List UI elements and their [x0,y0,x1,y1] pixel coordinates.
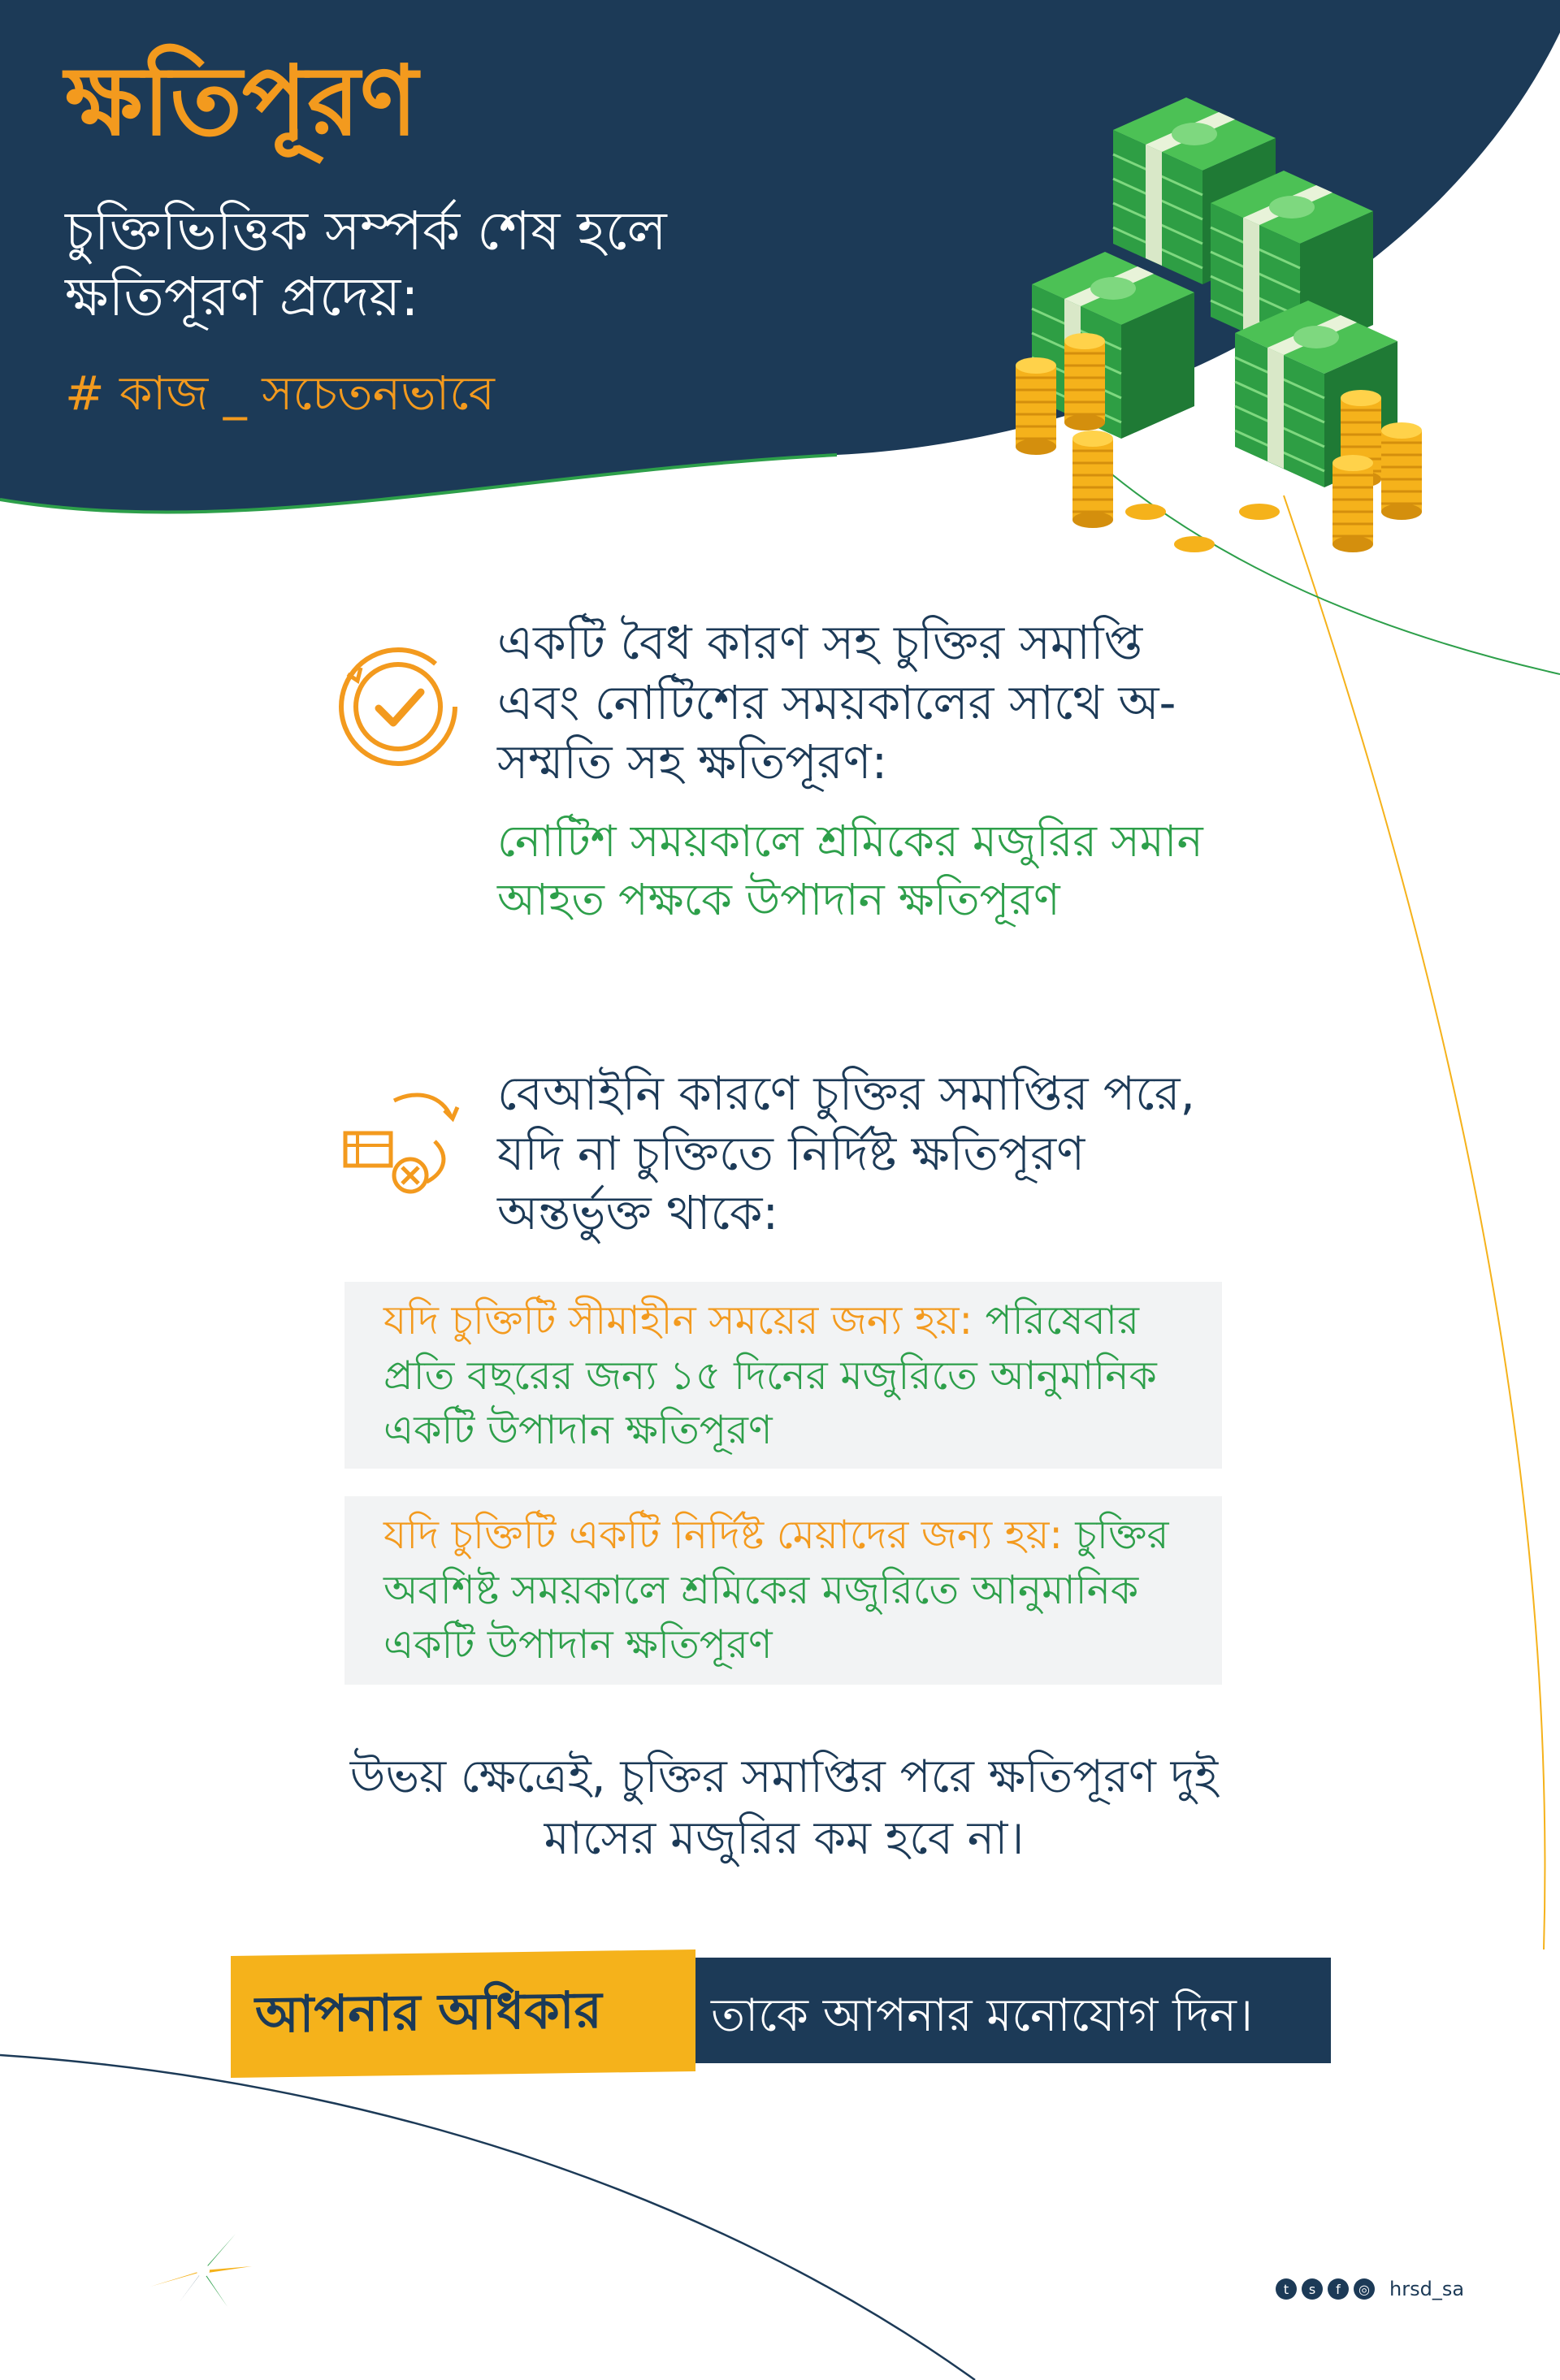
condition-box-unlimited [344,1282,1222,1469]
ministry-logo [146,2226,260,2315]
page-subtitle: চুক্তিভিত্তিক সম্পর্ক শেষ হলে ক্ষতিপূরণ প্রদেয়: [65,200,667,328]
box1-text [384,1293,1206,1458]
box2-lead: যদি চুক্তিটি একটি নির্দিষ্ট মেয়াদের জন্য হয়: [384,1512,1063,1558]
social-handle[interactable]: hrsd_sa [1389,2278,1465,2300]
condition-box-fixed-term [344,1496,1222,1685]
box1-lead: যদি চুক্তিটি সীমাহীন সময়ের জন্য হয়: [384,1297,973,1344]
money-stack-illustration [999,89,1471,577]
summary-text: উভয় ক্ষেত্রেই, চুক্তির সমাপ্তির পরে ক্ষতিপূরণ দুই মাসের মজুরির কম হবে না। [349,1750,1219,1865]
banner-text: তাকে আপনার মনোযোগ দিন। [711,1989,1253,2042]
section1-heading: একটি বৈধ কারণ সহ চুক্তির সমাপ্তি এবং নোটিশের সময়কালের সাথে অ-সম্মতি সহ ক্ষতিপূরণ: [497,615,1176,790]
clock-check-icon [333,642,463,772]
hashtag: # কাজ _ সচেতনভাবে [65,366,495,421]
twitter-icon[interactable]: t [1276,2278,1297,2300]
social-footer [1276,2273,1464,2305]
snapchat-icon[interactable]: s [1302,2278,1323,2300]
box1-body: পরিষেবার প্রতি বছরের জন্য ১৫ দিনের মজুরিতে আনুমানিক একটি উপাদান ক্ষতিপূরণ [384,1297,1157,1454]
facebook-icon[interactable]: f [1328,2278,1349,2300]
instagram-icon[interactable]: ◎ [1354,2278,1375,2300]
contract-cycle-icon [337,1084,467,1206]
section2-heading: বেআইনি কারণে চুক্তির সমাপ্তির পরে, যদি না চুক্তিতে নির্দিষ্ট ক্ষতিপূরণ অন্তর্ভুক্ত থাকে: [497,1066,1195,1241]
banner-label-box [231,1949,696,2078]
banner-label: আপনার অধিকার [255,1980,602,2045]
box2-text [384,1508,1206,1672]
section1-detail: নোটিশ সময়কালে শ্রমিকের মজুরির সমান আহত পক্ষকে উপাদান ক্ষতিপূরণ [497,816,1203,925]
banner-message [695,1958,1331,2063]
box2-body: চুক্তির অবশিষ্ট সময়কালে শ্রমিকের মজুরিতে আনুমানিক একটি উপাদান ক্ষতিপূরণ [384,1512,1169,1668]
page-title: ক্ষতিপূরণ [65,45,418,157]
